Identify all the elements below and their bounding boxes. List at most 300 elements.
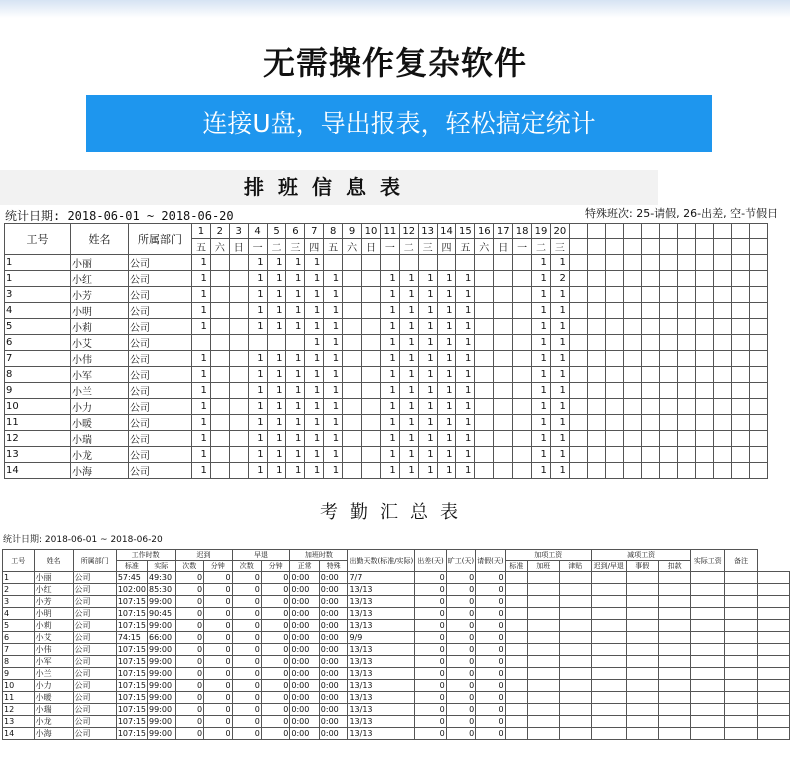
summary-empty-cell: [658, 584, 690, 596]
schedule-cell-shift: 1: [456, 303, 475, 319]
summary-cell-attend-days: 13/13: [348, 692, 415, 704]
summary-cell-overtime-normal: 0:00: [290, 572, 319, 584]
schedule-cell-shift: 1: [267, 351, 286, 367]
summary-subheader-actual: 实际: [147, 561, 175, 572]
schedule-cell-shift: 1: [286, 287, 305, 303]
schedule-empty-cell: [623, 239, 641, 255]
schedule-cell-name: 小莉: [71, 319, 129, 335]
summary-empty-cell: [757, 704, 789, 716]
summary-cell-early-count: 0: [232, 644, 261, 656]
schedule-cell-shift: [494, 319, 513, 335]
schedule-cell-shift: [475, 415, 494, 431]
schedule-cell-shift: 1: [192, 367, 211, 383]
schedule-cell-shift: 1: [267, 399, 286, 415]
schedule-empty-cell: [749, 447, 767, 463]
summary-header-dept: 所属部门: [73, 550, 116, 572]
schedule-cell-dept: 公司: [129, 383, 192, 399]
schedule-cell-shift: 1: [267, 303, 286, 319]
summary-empty-cell: [559, 620, 591, 632]
summary-cell-late-count: 0: [175, 620, 204, 632]
schedule-cell-shift: 1: [456, 463, 475, 479]
schedule-empty-cell: [569, 303, 587, 319]
schedule-empty-cell: [587, 383, 605, 399]
schedule-cell-shift: 1: [399, 303, 418, 319]
schedule-cell-id: 14: [5, 463, 71, 479]
summary-empty-cell: [658, 728, 690, 740]
summary-empty-cell: [626, 608, 658, 620]
schedule-cell-shift: 1: [305, 399, 324, 415]
summary-cell-attend-days: 13/13: [348, 728, 415, 740]
schedule-cell-dept: 公司: [129, 303, 192, 319]
schedule-cell-shift: [494, 463, 513, 479]
summary-cell-overtime-special: 0:00: [319, 668, 348, 680]
summary-empty-cell: [725, 716, 757, 728]
summary-cell-absent-days: 0: [446, 656, 475, 668]
schedule-empty-cell: [569, 383, 587, 399]
schedule-cell-shift: 1: [305, 255, 324, 271]
summary-empty-cell: [691, 608, 725, 620]
summary-cell-work-actual: 85:30: [147, 584, 175, 596]
summary-cell-overtime-special: 0:00: [319, 584, 348, 596]
summary-cell-overtime-normal: 0:00: [290, 596, 319, 608]
summary-cell-id: 2: [3, 584, 35, 596]
summary-cell-work-actual: 99:00: [147, 596, 175, 608]
summary-cell-business-days: 0: [415, 692, 446, 704]
summary-empty-cell: [658, 656, 690, 668]
summary-empty-cell: [505, 692, 527, 704]
summary-cell-id: 4: [3, 608, 35, 620]
summary-empty-cell: [528, 668, 560, 680]
summary-empty-cell: [559, 608, 591, 620]
schedule-cell-shift: 1: [380, 303, 399, 319]
schedule-empty-cell: [569, 287, 587, 303]
schedule-empty-cell: [623, 463, 641, 479]
schedule-cell-shift: 1: [305, 383, 324, 399]
schedule-cell-shift: 1: [192, 351, 211, 367]
schedule-empty-cell: [695, 367, 713, 383]
schedule-empty-cell: [731, 303, 749, 319]
schedule-cell-shift: 1: [399, 287, 418, 303]
summary-empty-cell: [658, 668, 690, 680]
schedule-cell-shift: 1: [305, 463, 324, 479]
summary-empty-cell: [757, 644, 789, 656]
summary-header-name: 姓名: [34, 550, 73, 572]
schedule-cell-shift: 1: [418, 319, 437, 335]
schedule-weekday: 三: [286, 239, 305, 255]
summary-empty-cell: [505, 728, 527, 740]
schedule-empty-cell: [677, 447, 695, 463]
schedule-cell-shift: [494, 351, 513, 367]
summary-empty-cell: [505, 584, 527, 596]
summary-cell-attend-days: 13/13: [348, 584, 415, 596]
schedule-cell-shift: 1: [324, 319, 343, 335]
schedule-weekday: 六: [475, 239, 494, 255]
schedule-cell-shift: 1: [305, 367, 324, 383]
summary-cell-early-count: 0: [232, 680, 261, 692]
summary-empty-cell: [626, 716, 658, 728]
summary-cell-late-minutes: 0: [204, 596, 233, 608]
summary-cell-early-minutes: 0: [261, 656, 290, 668]
schedule-cell-id: 13: [5, 447, 71, 463]
schedule-cell-shift: 1: [248, 303, 267, 319]
summary-empty-cell: [626, 620, 658, 632]
summary-cell-business-days: 0: [415, 584, 446, 596]
schedule-cell-shift: 1: [437, 383, 456, 399]
summary-cell-leave-days: 0: [476, 632, 505, 644]
schedule-empty-cell: [749, 399, 767, 415]
schedule-empty-cell: [731, 367, 749, 383]
schedule-weekday: 五: [192, 239, 211, 255]
schedule-cell-shift: [229, 351, 248, 367]
summary-empty-cell: [691, 644, 725, 656]
summary-cell-dept: 公司: [73, 632, 116, 644]
schedule-empty-cell: [677, 239, 695, 255]
schedule-empty-cell: [677, 224, 695, 239]
schedule-cell-shift: [343, 335, 362, 351]
schedule-cell-shift: [362, 287, 381, 303]
summary-row: [3, 704, 790, 716]
schedule-cell-shift: 1: [286, 463, 305, 479]
summary-empty-cell: [757, 716, 789, 728]
schedule-cell-dept: 公司: [129, 335, 192, 351]
schedule-empty-cell: [749, 383, 767, 399]
schedule-empty-cell: [677, 319, 695, 335]
summary-cell-late-count: 0: [175, 632, 204, 644]
summary-row: [3, 596, 790, 608]
summary-cell-id: 13: [3, 716, 35, 728]
summary-row: [3, 608, 790, 620]
summary-empty-cell: [691, 596, 725, 608]
schedule-empty-cell: [713, 415, 731, 431]
schedule-empty-cell: [731, 239, 749, 255]
summary-cell-work-actual: 99:00: [147, 716, 175, 728]
schedule-cell-shift: [513, 319, 532, 335]
schedule-cell-shift: [210, 303, 229, 319]
summary-empty-cell: [591, 584, 626, 596]
summary-cell-overtime-special: 0:00: [319, 716, 348, 728]
schedule-empty-cell: [695, 447, 713, 463]
schedule-legend: 特殊班次: 25-请假, 26-出差, 空-节假日: [585, 207, 779, 220]
summary-empty-cell: [505, 680, 527, 692]
schedule-empty-cell: [587, 415, 605, 431]
schedule-empty-cell: [731, 335, 749, 351]
schedule-empty-cell: [749, 431, 767, 447]
schedule-cell-shift: 1: [550, 399, 569, 415]
summary-cell-leave-days: 0: [476, 656, 505, 668]
schedule-cell-shift: 1: [267, 367, 286, 383]
summary-cell-absent-days: 0: [446, 644, 475, 656]
summary-empty-cell: [725, 632, 757, 644]
summary-empty-cell: [658, 608, 690, 620]
summary-cell-early-count: 0: [232, 596, 261, 608]
schedule-weekday: 日: [229, 239, 248, 255]
summary-cell-early-minutes: 0: [261, 584, 290, 596]
summary-subheader-bonus-allowance: 津贴: [559, 561, 591, 572]
schedule-cell-id: 4: [5, 303, 71, 319]
summary-empty-cell: [591, 728, 626, 740]
summary-empty-cell: [505, 596, 527, 608]
schedule-cell-shift: [343, 287, 362, 303]
summary-cell-overtime-normal: 0:00: [290, 692, 319, 704]
schedule-cell-shift: 1: [418, 399, 437, 415]
summary-empty-cell: [725, 692, 757, 704]
schedule-date-range: 统计日期: 2018-06-01 ~ 2018-06-20: [5, 209, 234, 223]
schedule-weekday: 二: [399, 239, 418, 255]
schedule-cell-id: 6: [5, 335, 71, 351]
schedule-cell-shift: 1: [248, 447, 267, 463]
schedule-cell-shift: [437, 255, 456, 271]
summary-cell-overtime-special: 0:00: [319, 704, 348, 716]
schedule-empty-cell: [731, 463, 749, 479]
schedule-weekday: 六: [343, 239, 362, 255]
schedule-empty-cell: [677, 255, 695, 271]
schedule-cell-dept: 公司: [129, 463, 192, 479]
schedule-empty-cell: [695, 335, 713, 351]
summary-subheader-bonus-standard: 标准: [505, 561, 527, 572]
summary-cell-overtime-normal: 0:00: [290, 704, 319, 716]
summary-empty-cell: [757, 608, 789, 620]
schedule-cell-shift: [494, 271, 513, 287]
summary-cell-overtime-special: 0:00: [319, 680, 348, 692]
schedule-cell-dept: 公司: [129, 415, 192, 431]
summary-empty-cell: [757, 584, 789, 596]
schedule-cell-shift: [229, 415, 248, 431]
summary-cell-leave-days: 0: [476, 716, 505, 728]
summary-row: [3, 644, 790, 656]
schedule-cell-shift: 1: [418, 415, 437, 431]
schedule-empty-cell: [713, 303, 731, 319]
schedule-cell-shift: 1: [456, 319, 475, 335]
schedule-empty-cell: [623, 415, 641, 431]
summary-subheader-late-minutes: 分钟: [204, 561, 233, 572]
summary-cell-leave-days: 0: [476, 584, 505, 596]
summary-empty-cell: [559, 692, 591, 704]
summary-empty-cell: [691, 656, 725, 668]
schedule-cell-id: 7: [5, 351, 71, 367]
summary-date-range: 统计日期: 2018-06-01 ~ 2018-06-20: [3, 535, 163, 545]
summary-empty-cell: [691, 632, 725, 644]
schedule-cell-shift: [343, 351, 362, 367]
schedule-cell-shift: [399, 255, 418, 271]
summary-empty-cell: [505, 668, 527, 680]
schedule-cell-shift: [475, 303, 494, 319]
schedule-day-number: 13: [418, 224, 437, 239]
schedule-cell-shift: 1: [550, 319, 569, 335]
schedule-empty-cell: [677, 351, 695, 367]
summary-subheader-deduct-leave: 事假: [626, 561, 658, 572]
summary-empty-cell: [658, 704, 690, 716]
summary-cell-overtime-normal: 0:00: [290, 728, 319, 740]
schedule-cell-shift: 1: [380, 335, 399, 351]
schedule-cell-shift: [362, 431, 381, 447]
summary-cell-work-actual: 66:00: [147, 632, 175, 644]
summary-empty-cell: [505, 608, 527, 620]
summary-cell-early-minutes: 0: [261, 608, 290, 620]
schedule-empty-cell: [623, 399, 641, 415]
schedule-cell-shift: 1: [456, 447, 475, 463]
summary-cell-business-days: 0: [415, 620, 446, 632]
page-headline: 无需操作复杂软件: [262, 44, 527, 82]
schedule-empty-cell: [623, 351, 641, 367]
schedule-empty-cell: [623, 367, 641, 383]
schedule-cell-shift: 1: [418, 463, 437, 479]
schedule-day-number: 2: [210, 224, 229, 239]
schedule-cell-shift: 1: [286, 399, 305, 415]
schedule-empty-cell: [731, 287, 749, 303]
schedule-cell-shift: [229, 335, 248, 351]
schedule-row: [5, 271, 768, 287]
summary-empty-cell: [559, 584, 591, 596]
schedule-cell-shift: 1: [550, 367, 569, 383]
schedule-cell-shift: 1: [305, 287, 324, 303]
summary-header-overtime: 加班时数: [290, 550, 348, 561]
schedule-cell-shift: [267, 335, 286, 351]
summary-header-bonus: 加项工资: [505, 550, 591, 561]
summary-cell-early-count: 0: [232, 668, 261, 680]
schedule-cell-id: 5: [5, 319, 71, 335]
schedule-weekday: 一: [248, 239, 267, 255]
schedule-cell-shift: 1: [550, 255, 569, 271]
summary-empty-cell: [591, 680, 626, 692]
summary-table: [2, 549, 790, 740]
schedule-day-number: 18: [513, 224, 532, 239]
summary-empty-cell: [559, 596, 591, 608]
schedule-cell-shift: [494, 431, 513, 447]
summary-empty-cell: [591, 668, 626, 680]
schedule-cell-shift: 1: [380, 447, 399, 463]
schedule-cell-shift: [210, 287, 229, 303]
schedule-cell-shift: 1: [456, 431, 475, 447]
summary-subheader-deduct-late: 迟到/早退: [591, 561, 626, 572]
schedule-empty-cell: [659, 335, 677, 351]
schedule-cell-dept: 公司: [129, 447, 192, 463]
schedule-cell-shift: 1: [399, 351, 418, 367]
summary-cell-early-minutes: 0: [261, 728, 290, 740]
schedule-empty-cell: [641, 463, 659, 479]
summary-cell-late-count: 0: [175, 644, 204, 656]
schedule-cell-shift: 1: [456, 415, 475, 431]
schedule-cell-shift: 1: [380, 415, 399, 431]
summary-cell-late-minutes: 0: [204, 728, 233, 740]
schedule-cell-shift: 1: [192, 287, 211, 303]
schedule-empty-cell: [587, 447, 605, 463]
summary-cell-work-standard: 107:15: [117, 657, 146, 666]
schedule-day-number: 6: [286, 224, 305, 239]
schedule-empty-cell: [659, 271, 677, 287]
summary-empty-cell: [626, 572, 658, 584]
schedule-cell-shift: 1: [399, 367, 418, 383]
schedule-empty-cell: [713, 255, 731, 271]
schedule-cell-shift: 1: [380, 367, 399, 383]
schedule-empty-cell: [749, 335, 767, 351]
schedule-cell-name: 小龙: [71, 447, 129, 463]
schedule-cell-shift: 1: [380, 431, 399, 447]
schedule-empty-cell: [731, 383, 749, 399]
schedule-cell-shift: 1: [456, 383, 475, 399]
schedule-cell-shift: 1: [418, 287, 437, 303]
schedule-cell-shift: [210, 383, 229, 399]
schedule-empty-cell: [587, 224, 605, 239]
schedule-empty-cell: [659, 367, 677, 383]
schedule-cell-shift: 1: [286, 383, 305, 399]
summary-cell-name: 小力: [34, 680, 73, 692]
schedule-cell-shift: [475, 335, 494, 351]
summary-cell-early-minutes: 0: [261, 644, 290, 656]
schedule-weekday: 一: [380, 239, 399, 255]
summary-subheader-overtime-special: 特殊: [319, 561, 348, 572]
schedule-cell-shift: 1: [532, 383, 551, 399]
schedule-cell-shift: [210, 271, 229, 287]
schedule-empty-cell: [731, 271, 749, 287]
schedule-cell-dept: 公司: [129, 431, 192, 447]
schedule-weekday: 二: [532, 239, 551, 255]
summary-cell-work-actual: 99:00: [147, 644, 175, 656]
schedule-empty-cell: [677, 415, 695, 431]
summary-subheader-deduct-other: 扣款: [658, 561, 690, 572]
summary-cell-late-minutes: 0: [204, 608, 233, 620]
summary-header-row-1: [3, 550, 790, 561]
summary-cell-attend-days: 7/7: [348, 572, 415, 584]
schedule-cell-name: 小丽: [71, 255, 129, 271]
summary-cell-overtime-special: 0:00: [319, 728, 348, 740]
schedule-cell-shift: [475, 367, 494, 383]
summary-cell-absent-days: 0: [446, 596, 475, 608]
summary-cell-absent-days: 0: [446, 704, 475, 716]
schedule-cell-shift: 1: [437, 351, 456, 367]
summary-cell-work-standard: 107:15: [117, 621, 146, 630]
schedule-cell-shift: 1: [324, 287, 343, 303]
schedule-cell-name: 小军: [71, 367, 129, 383]
schedule-row: [5, 319, 768, 335]
schedule-cell-shift: 1: [532, 351, 551, 367]
schedule-cell-shift: 1: [399, 271, 418, 287]
schedule-cell-dept: 公司: [129, 367, 192, 383]
schedule-day-number: 3: [229, 224, 248, 239]
schedule-cell-shift: [494, 287, 513, 303]
summary-title: 考勤汇总表: [320, 502, 470, 523]
schedule-empty-cell: [677, 399, 695, 415]
schedule-cell-dept: 公司: [129, 399, 192, 415]
schedule-cell-shift: 1: [192, 431, 211, 447]
summary-cell-overtime-normal: 0:00: [290, 608, 319, 620]
schedule-empty-cell: [641, 271, 659, 287]
schedule-empty-cell: [659, 447, 677, 463]
summary-empty-cell: [691, 728, 725, 740]
schedule-empty-cell: [695, 239, 713, 255]
summary-empty-cell: [626, 680, 658, 692]
summary-empty-cell: [725, 728, 757, 740]
summary-cell-work-standard: 107:15: [117, 597, 146, 606]
schedule-cell-shift: 1: [437, 431, 456, 447]
summary-cell-business-days: 0: [415, 596, 446, 608]
summary-cell-leave-days: 0: [476, 704, 505, 716]
schedule-cell-shift: 1: [380, 287, 399, 303]
summary-empty-cell: [626, 692, 658, 704]
summary-empty-cell: [757, 728, 789, 740]
summary-empty-cell: [559, 572, 591, 584]
schedule-cell-shift: 1: [380, 399, 399, 415]
schedule-empty-cell: [605, 287, 623, 303]
summary-cell-work-standard: 74:15: [116, 632, 147, 644]
schedule-cell-shift: [362, 415, 381, 431]
schedule-header-id: 工号: [5, 224, 71, 255]
schedule-cell-shift: [362, 271, 381, 287]
schedule-empty-cell: [749, 351, 767, 367]
schedule-empty-cell: [569, 335, 587, 351]
schedule-day-number: 16: [475, 224, 494, 239]
summary-cell-work-actual: 99:00: [147, 620, 175, 632]
schedule-cell-shift: [475, 255, 494, 271]
